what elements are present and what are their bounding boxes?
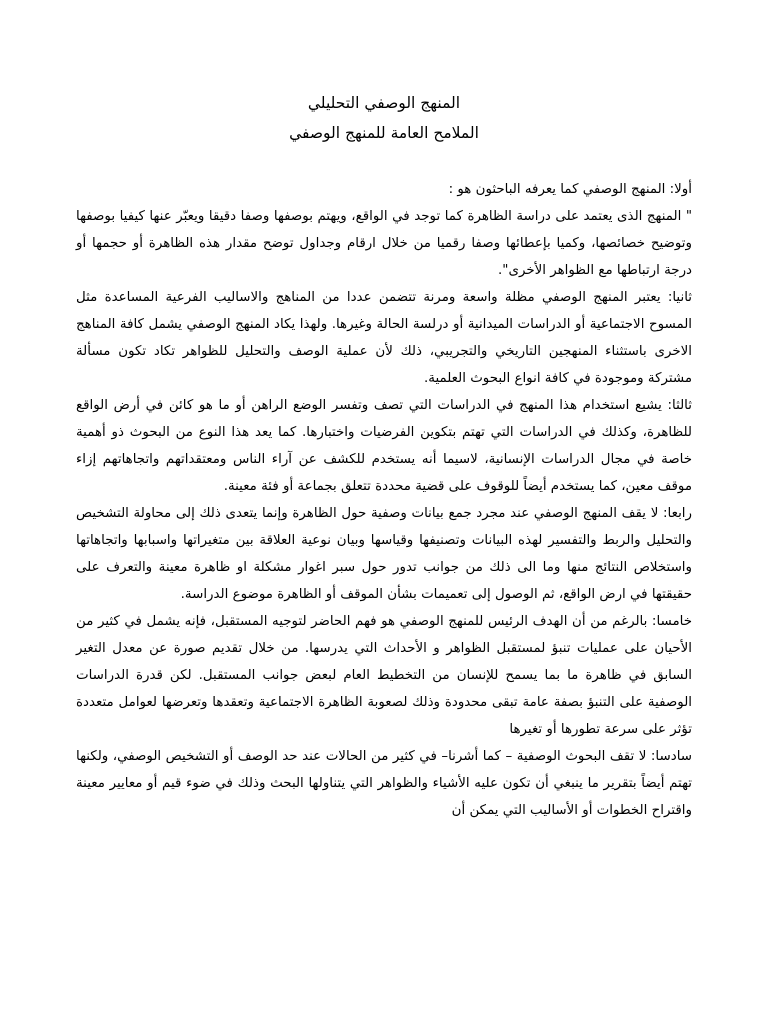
document-subtitle: الملامح العامة للمنهج الوصفي [289,124,479,142]
paragraph-third: ثالثا: يشيع استخدام هذا المنهج في الدراسات التي تصف وتفسر الوضع الراهن أو ما هو كائن في أرض الواقع للظاهرة، وكذلك في الدراسات التي تهتم بتكوين الفرضيات واختبارها. كما يعد هذا النوع من البحوث ذو أهمية خاصة في مجال الدراسات الإنسانية، لاسيما أنه يستخدم للكشف عن آراء الناس ومعتقداتهم واتجاهاتهم إزاء موقف معين، كما يستخدم أيضاً للوقوف على قضية محددة تتعلق بجماعة أو فئة معينة. [76,398,692,494]
paragraph-definition: " المنهج الذى يعتمد على دراسة الظاهرة كما توجد في الواقع، ويهتم بوصفها وصفا دقيقا ويعبّر عنها كيفيا بوصفها وتوضيح خصائصها، وكميا بإعطائها وصفا رقميا من خلال ارقام وجداول توضح مقدار هذه الظاهرة أو حجمها أو درجة ارتباطها مع الظواهر الأخرى". [76,209,692,278]
paragraph-fifth: خامسا: بالرغم من أن الهدف الرئيس للمنهج الوصفي هو فهم الحاضر لتوجيه المستقبل، فإنه يشمل في كثير من الأحيان على عمليات تنبؤ لمستقبل الظواهر و الأحداث التي يدرسها. من خلال تقديم صورة عن معدل التغير السابق في ظاهرة ما بما يسمح للإنسان من التخطيط العام لبعض جوانب المستقبل. لكن قدرة الدراسات الوصفية على التنبؤ بصفة عامة تبقى محدودة وذلك لصعوبة الظاهرة الاجتماعية وتعقدها وتعرضها لعوامل متعددة تؤثر على سرعة تطورها أو تغيرها [76,614,692,737]
paragraph-second: ثانيا: يعتبر المنهج الوصفي مظلة واسعة ومرنة تتضمن عددا من المناهج والاساليب الفرعية المساعدة مثل المسوح الاجتماعية أو الدراسات الميدانية أو درلسة الحالة وغيرها. ولهذا يكاد المنهج الوصفي يشمل كافة المناهج الاخرى باستثناء المنهجين التاريخي والتجريبي، ذلك لأن عملية الوصف والتحليل للظواهر تكاد تكون مسألة مشتركة وموجودة في كافة انواع البحوث العلمية. [76,290,692,386]
document-title: المنهج الوصفي التحليلي [307,94,461,112]
paragraph-intro: أولا: المنهج الوصفي كما يعرفه الباحثون هو : [448,182,692,197]
paragraph-fourth: رابعا: لا يقف المنهج الوصفي عند مجرد جمع بيانات وصفية حول الظاهرة وإنما يتعدى ذلك إلى محاولة التشخيص والتحليل والربط والتفسير لهذه البيانات وتصنيفها وقياسها وبيان نوعية العلاقة بين متغيراتها واسبابها واتجاهاتها واستخلاص النتائج منها وما الى ذلك من جوانب تدور حول سبر اغوار مشكلة او ظاهرة معينة والتعرف على حقيقتها في ارض الواقع، ثم الوصول إلى تعميمات بشأن الموقف أو الظاهرة موضوع الدراسة. [76,506,692,602]
paragraph-sixth: سادسا: لا تقف البحوث الوصفية – كما أشرنا– في كثير من الحالات عند حد الوصف أو التشخيص الوصفي، ولكنها تهتم أيضاً بتقرير ما ينبغي أن تكون عليه الأشياء والظواهر التي يتناولها البحث وذلك في ضوء قيم أو معايير معينة واقتراح الخطوات أو الأساليب التي يمكن أن [76,749,692,818]
document-body [76,176,692,824]
title-block [0,88,768,148]
